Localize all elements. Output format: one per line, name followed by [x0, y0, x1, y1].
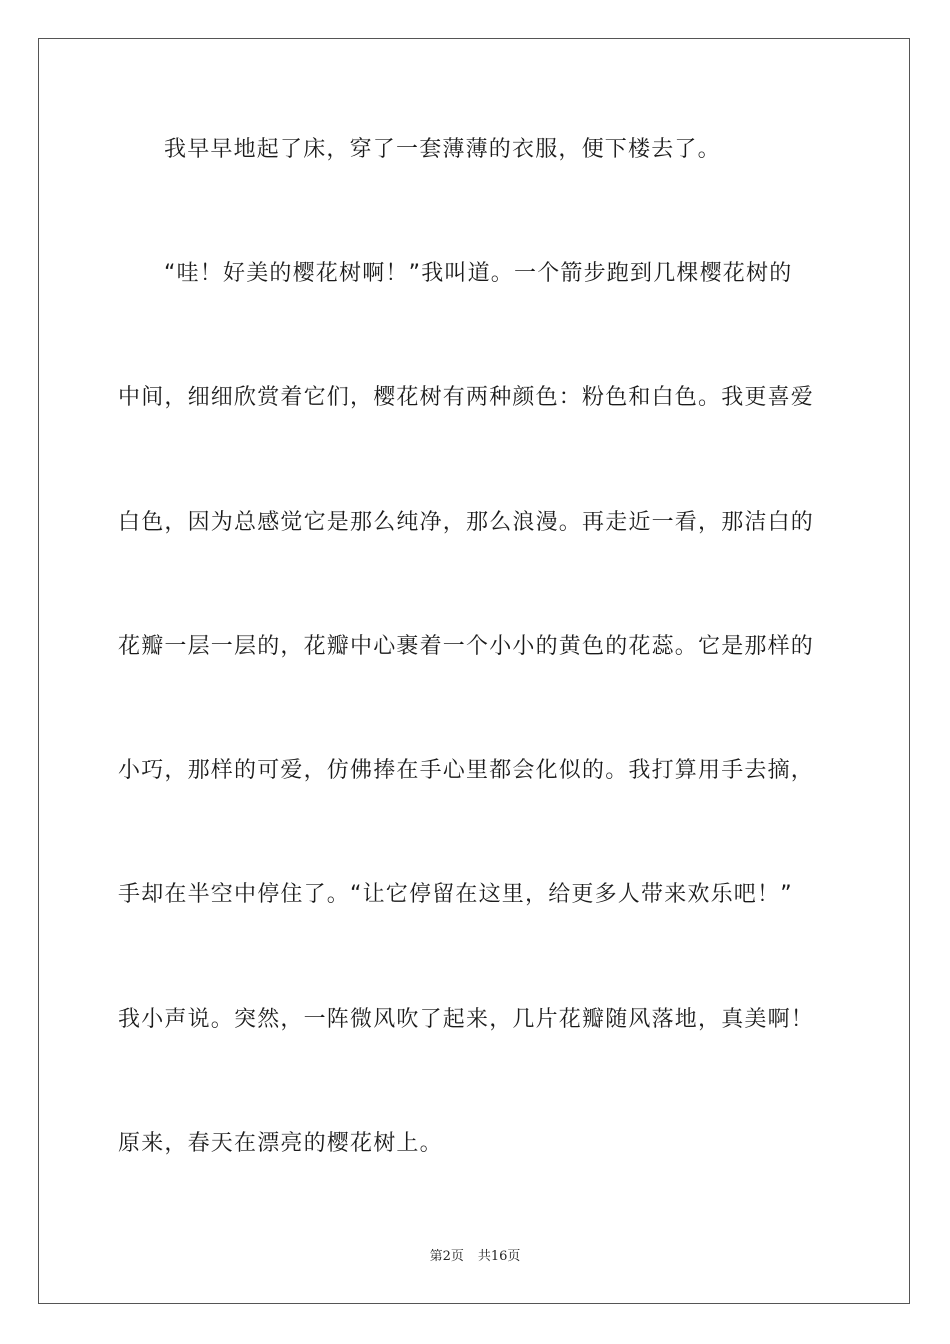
paragraph-line: 中间，细细欣赏着它们，樱花树有两种颜色：粉色和白色。我更喜爱: [118, 385, 815, 410]
paragraph-line: 花瓣一层一层的，花瓣中心裹着一个小小的黄色的花蕊。它是那样的: [118, 634, 815, 659]
paragraph-line: “哇！好美的樱花树啊！”我叫道。一个箭步跑到几棵樱花树的: [164, 261, 793, 286]
page-border: [38, 38, 910, 1304]
paragraph-line: 小巧，那样的可爱，仿佛捧在手心里都会化似的。我打算用手去摘，: [118, 758, 815, 783]
page-total: 共16页: [477, 1249, 521, 1264]
page-number: 第2页: [429, 1249, 464, 1264]
paragraph-line: 白色，因为总感觉它是那么纯净，那么浪漫。再走近一看，那洁白的: [118, 510, 815, 535]
page-footer: [0, 1248, 950, 1266]
paragraph-line: 手却在半空中停住了。“让它停留在这里，给更多人带来欢乐吧！”: [118, 882, 793, 907]
paragraph-line: 我小声说。突然，一阵微风吹了起来，几片花瓣随风落地，真美啊！: [118, 1007, 815, 1032]
paragraph-line: 原来，春天在漂亮的樱花树上。: [118, 1131, 443, 1156]
paragraph-line: 我早早地起了床，穿了一套薄薄的衣服，便下楼去了。: [164, 137, 721, 162]
